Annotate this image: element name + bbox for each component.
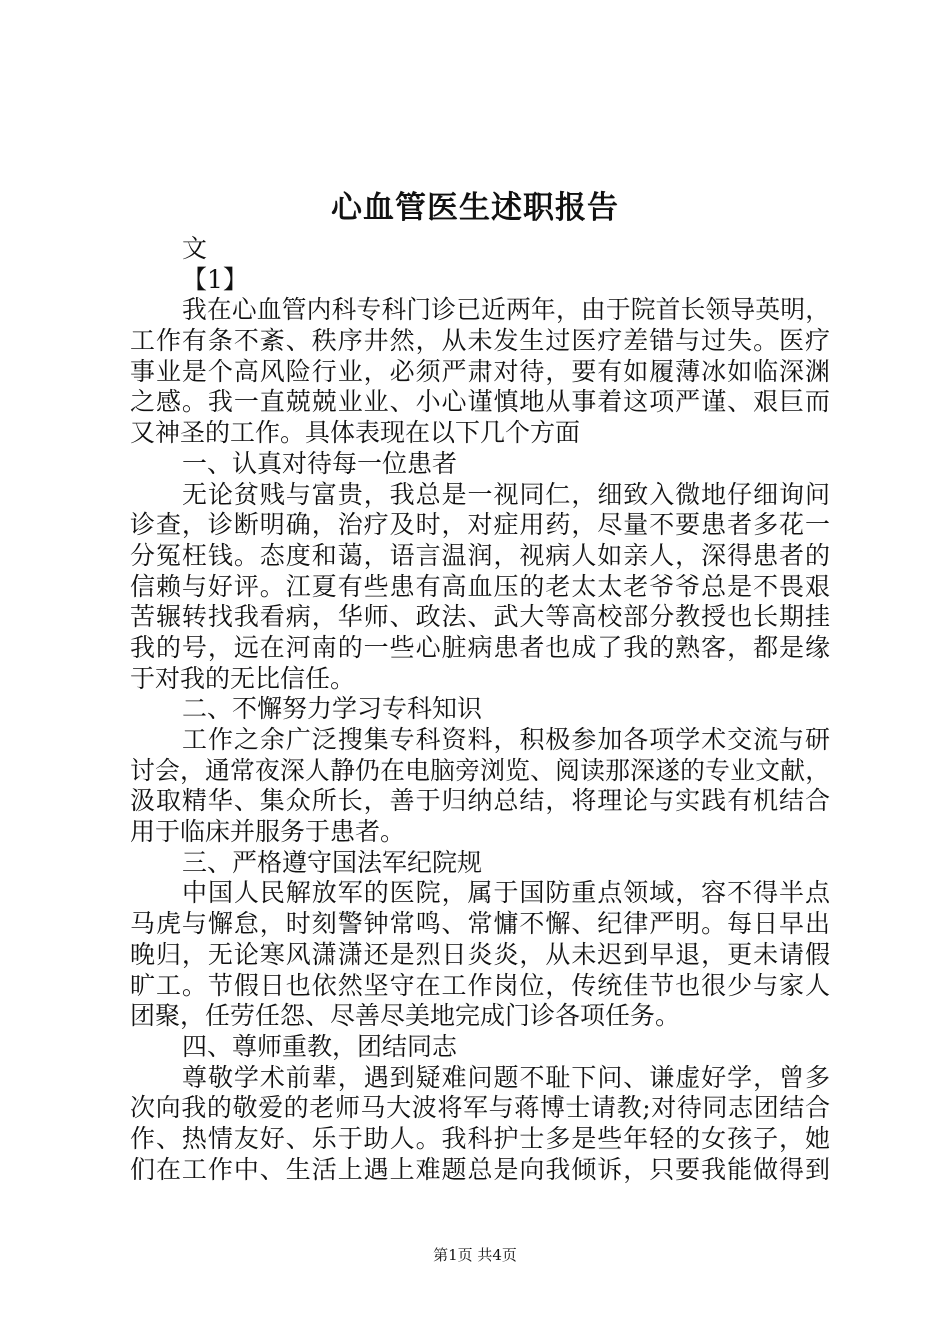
paragraph-line: 诊查，诊断明确，治疗及时，对症用药，尽量不要患者多花一 — [130, 510, 830, 540]
document-title: 心血管医生述职报告 — [331, 190, 619, 226]
paragraph-line: 信赖与好评。江夏有些患有高血压的老太太老爷爷总是不畏艰 — [130, 571, 830, 601]
paragraph-line: 次向我的敬爱的老师马大波将军与蒋博士请教;对待同志团结合 — [130, 1093, 830, 1123]
meta-wen: 文 — [182, 234, 208, 263]
document-body — [130, 234, 830, 1185]
paragraph-line: 旷工。节假日也依然坚守在工作岗位，传统佳节也很少与家人 — [130, 970, 830, 1000]
paragraph-line: 于对我的无比信任。 — [130, 663, 356, 693]
paragraph-line: 事业是个高风险行业，必须严肃对待，要有如履薄冰如临深渊 — [130, 356, 830, 386]
paragraph-line: 分冤枉钱。态度和蔼，语言温润，视病人如亲人，深得患者的 — [130, 540, 830, 570]
paragraph-line: 马虎与懈怠，时刻警钟常鸣、常慵不懈、纪律严明。每日早出 — [130, 909, 830, 939]
paragraph-line: 团聚，任劳任怨、尽善尽美地完成门诊各项任务。 — [130, 1001, 681, 1031]
paragraph-line: 们在工作中、生活上遇上难题总是向我倾诉，只要我能做得到 — [130, 1154, 830, 1184]
paragraph-line: 用于临床并服务于患者。 — [130, 817, 406, 847]
paragraph-line: 我在心血管内科专科门诊已近两年，由于院首长领导英明， — [182, 295, 830, 325]
paragraph-line: 苦辗转找我看病，华师、政法、武大等高校部分教授也长期挂 — [130, 602, 830, 632]
paragraph-line: 之感。我一直兢兢业业、小心谨慎地从事着这项严谨、艰巨而 — [130, 387, 830, 417]
paragraph-line: 尊敬学术前辈，遇到疑难问题不耻下问、谦虚好学，曾多 — [182, 1062, 830, 1092]
paragraph-line: 作、热情友好、乐于助人。我科护士多是些年轻的女孩子，她 — [130, 1123, 830, 1153]
paragraph-line: 讨会，通常夜深人静仍在电脑旁浏览、阅读那深遂的专业文献， — [130, 755, 830, 785]
section-heading: 三、严格遵守国法军纪院规 — [182, 847, 483, 877]
paragraph-line: 又神圣的工作。具体表现在以下几个方面 — [130, 418, 581, 448]
paragraph-line: 我的号，远在河南的一些心脏病患者也成了我的熟客，都是缘 — [130, 632, 830, 662]
page-footer: 第1页 共4页 — [433, 1246, 517, 1264]
paragraph-line: 工作之余广泛搜集专科资料，积极参加各项学术交流与研 — [182, 725, 830, 754]
paragraph-line: 汲取精华、集众所长，善于归纳总结，将理论与实践有机结合 — [130, 786, 830, 816]
section-heading: 二、不懈努力学习专科知识 — [182, 694, 483, 724]
paragraph-line: 晚归，无论寒风潇潇还是烈日炎炎，从未迟到早退，更未请假 — [130, 939, 830, 969]
paragraph-line: 工作有条不紊、秩序井然，从未发生过医疗差错与过失。医疗 — [130, 326, 830, 356]
section-heading: 四、尊师重教，团结同志 — [182, 1031, 458, 1061]
section-heading: 一、认真对待每一位患者 — [182, 448, 458, 478]
meta-number: 【1】 — [182, 264, 248, 294]
paragraph-line: 无论贫贱与富贵，我总是一视同仁，细致入微地仔细询问 — [182, 479, 830, 509]
paragraph-line: 中国人民解放军的医院，属于国防重点领域，容不得半点 — [182, 878, 830, 908]
